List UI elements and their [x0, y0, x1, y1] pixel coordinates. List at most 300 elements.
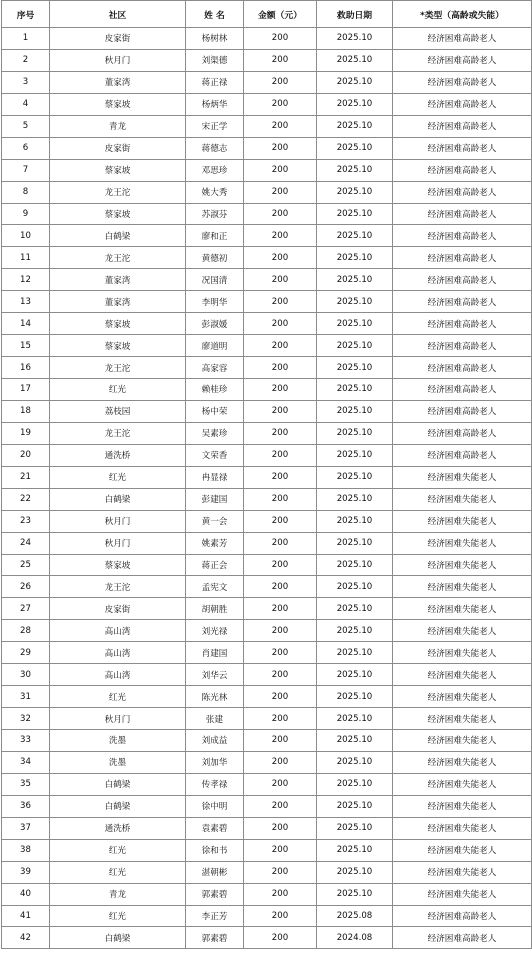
cell-name: 廖道明	[186, 335, 244, 357]
cell-serial: 12	[2, 269, 50, 291]
relief-table-container	[1, 0, 531, 949]
table-row	[2, 795, 532, 817]
cell-community: 红光	[50, 379, 186, 401]
cell-name: 肖建国	[186, 642, 244, 664]
cell-date: 2025.10	[317, 71, 393, 93]
cell-type: 经济困难失能老人	[393, 730, 532, 752]
table-row	[2, 225, 532, 247]
cell-name: 冉显禄	[186, 466, 244, 488]
cell-serial: 38	[2, 839, 50, 861]
table-row	[2, 510, 532, 532]
cell-type: 经济困难失能老人	[393, 883, 532, 905]
cell-type: 经济困难高龄老人	[393, 335, 532, 357]
cell-date: 2025.10	[317, 839, 393, 861]
cell-serial: 31	[2, 686, 50, 708]
cell-type: 经济困难高龄老人	[393, 115, 532, 137]
cell-name: 刘光禄	[186, 620, 244, 642]
cell-community: 秋月门	[50, 510, 186, 532]
cell-type: 经济困难高龄老人	[393, 93, 532, 115]
table-row	[2, 49, 532, 71]
cell-amount: 200	[244, 159, 317, 181]
cell-date: 2025.10	[317, 773, 393, 795]
cell-type: 经济困难失能老人	[393, 466, 532, 488]
cell-name: 杨中荣	[186, 400, 244, 422]
cell-name: 蒋德志	[186, 137, 244, 159]
cell-amount: 200	[244, 291, 317, 313]
cell-date: 2025.10	[317, 510, 393, 532]
cell-type: 经济困难高龄老人	[393, 137, 532, 159]
header-name: 姓 名	[186, 1, 244, 28]
cell-amount: 200	[244, 686, 317, 708]
cell-community: 董家湾	[50, 269, 186, 291]
cell-community: 皮家街	[50, 28, 186, 50]
cell-community: 红光	[50, 839, 186, 861]
table-row	[2, 532, 532, 554]
cell-serial: 29	[2, 642, 50, 664]
cell-name: 胡朝胜	[186, 598, 244, 620]
cell-serial: 24	[2, 532, 50, 554]
cell-date: 2025.10	[317, 203, 393, 225]
cell-community: 董家湾	[50, 291, 186, 313]
cell-name: 刘加华	[186, 751, 244, 773]
cell-serial: 20	[2, 444, 50, 466]
cell-type: 经济困难高龄老人	[393, 203, 532, 225]
cell-community: 蔡家坡	[50, 93, 186, 115]
table-row	[2, 708, 532, 730]
cell-name: 高家容	[186, 357, 244, 379]
cell-community: 秋月门	[50, 532, 186, 554]
table-row	[2, 93, 532, 115]
cell-type: 经济困难高龄老人	[393, 927, 532, 949]
cell-name: 湛朝彬	[186, 861, 244, 883]
cell-amount: 200	[244, 905, 317, 927]
cell-amount: 200	[244, 379, 317, 401]
cell-community: 董家湾	[50, 71, 186, 93]
cell-date: 2025.10	[317, 181, 393, 203]
cell-type: 经济困难高龄老人	[393, 444, 532, 466]
cell-date: 2025.10	[317, 49, 393, 71]
cell-community: 蔡家坡	[50, 313, 186, 335]
table-header	[2, 1, 532, 28]
cell-name: 郭素碧	[186, 883, 244, 905]
cell-amount: 200	[244, 203, 317, 225]
table-row	[2, 839, 532, 861]
cell-amount: 200	[244, 466, 317, 488]
cell-name: 文荣香	[186, 444, 244, 466]
cell-date: 2025.10	[317, 400, 393, 422]
cell-name: 杨树林	[186, 28, 244, 50]
cell-type: 经济困难高龄老人	[393, 71, 532, 93]
cell-type: 经济困难高龄老人	[393, 247, 532, 269]
cell-community: 秋月门	[50, 49, 186, 71]
cell-type: 经济困难失能老人	[393, 598, 532, 620]
cell-date: 2025.10	[317, 883, 393, 905]
table-row	[2, 379, 532, 401]
cell-serial: 23	[2, 510, 50, 532]
cell-name: 李正芳	[186, 905, 244, 927]
cell-amount: 200	[244, 335, 317, 357]
table-row	[2, 71, 532, 93]
cell-community: 白鹤梁	[50, 795, 186, 817]
cell-amount: 200	[244, 773, 317, 795]
cell-date: 2025.10	[317, 93, 393, 115]
cell-serial: 39	[2, 861, 50, 883]
cell-amount: 200	[244, 795, 317, 817]
cell-amount: 200	[244, 664, 317, 686]
cell-amount: 200	[244, 269, 317, 291]
cell-type: 经济困难高龄老人	[393, 291, 532, 313]
cell-community: 白鹤梁	[50, 773, 186, 795]
table-row	[2, 817, 532, 839]
cell-type: 经济困难高龄老人	[393, 422, 532, 444]
cell-type: 经济困难失能老人	[393, 751, 532, 773]
cell-name: 廖和正	[186, 225, 244, 247]
cell-amount: 200	[244, 247, 317, 269]
table-row	[2, 905, 532, 927]
cell-date: 2025.10	[317, 751, 393, 773]
table-row	[2, 620, 532, 642]
cell-date: 2025.10	[317, 422, 393, 444]
cell-serial: 13	[2, 291, 50, 313]
cell-amount: 200	[244, 115, 317, 137]
cell-serial: 35	[2, 773, 50, 795]
cell-type: 经济困难失能老人	[393, 817, 532, 839]
cell-date: 2025.10	[317, 554, 393, 576]
cell-name: 刘成益	[186, 730, 244, 752]
cell-community: 蔡家坡	[50, 554, 186, 576]
cell-date: 2025.08	[317, 905, 393, 927]
cell-community: 红光	[50, 861, 186, 883]
table-row	[2, 181, 532, 203]
cell-serial: 33	[2, 730, 50, 752]
cell-type: 经济困难高龄老人	[393, 269, 532, 291]
cell-type: 经济困难失能老人	[393, 554, 532, 576]
cell-community: 龙王沱	[50, 422, 186, 444]
cell-amount: 200	[244, 488, 317, 510]
cell-type: 经济困难高龄老人	[393, 28, 532, 50]
cell-name: 彭淑媛	[186, 313, 244, 335]
table-body	[2, 28, 532, 949]
cell-type: 经济困难失能老人	[393, 642, 532, 664]
cell-amount: 200	[244, 861, 317, 883]
cell-date: 2025.10	[317, 861, 393, 883]
cell-serial: 10	[2, 225, 50, 247]
cell-serial: 36	[2, 795, 50, 817]
cell-name: 徐和书	[186, 839, 244, 861]
cell-serial: 18	[2, 400, 50, 422]
cell-type: 经济困难高龄老人	[393, 49, 532, 71]
table-row	[2, 335, 532, 357]
cell-amount: 200	[244, 444, 317, 466]
cell-date: 2025.10	[317, 28, 393, 50]
cell-serial: 4	[2, 93, 50, 115]
cell-date: 2025.10	[317, 730, 393, 752]
header-amount: 金额（元）	[244, 1, 317, 28]
cell-type: 经济困难失能老人	[393, 773, 532, 795]
table-row	[2, 488, 532, 510]
cell-amount: 200	[244, 422, 317, 444]
cell-serial: 15	[2, 335, 50, 357]
cell-amount: 200	[244, 883, 317, 905]
cell-serial: 32	[2, 708, 50, 730]
cell-date: 2025.10	[317, 291, 393, 313]
cell-type: 经济困难高龄老人	[393, 379, 532, 401]
cell-name: 姚素芳	[186, 532, 244, 554]
cell-date: 2025.10	[317, 795, 393, 817]
cell-amount: 200	[244, 708, 317, 730]
cell-serial: 30	[2, 664, 50, 686]
cell-community: 蔡家坡	[50, 159, 186, 181]
cell-date: 2025.10	[317, 817, 393, 839]
cell-name: 孟宪文	[186, 576, 244, 598]
cell-community: 蔡家坡	[50, 335, 186, 357]
cell-type: 经济困难失能老人	[393, 795, 532, 817]
cell-serial: 41	[2, 905, 50, 927]
table-row	[2, 598, 532, 620]
cell-date: 2025.10	[317, 357, 393, 379]
table-row	[2, 861, 532, 883]
table-row	[2, 444, 532, 466]
cell-date: 2025.10	[317, 335, 393, 357]
cell-name: 彭建国	[186, 488, 244, 510]
cell-date: 2024.08	[317, 927, 393, 949]
table-row	[2, 576, 532, 598]
cell-date: 2025.10	[317, 379, 393, 401]
cell-amount: 200	[244, 730, 317, 752]
cell-type: 经济困难高龄老人	[393, 159, 532, 181]
cell-community: 皮家街	[50, 137, 186, 159]
cell-date: 2025.10	[317, 137, 393, 159]
cell-serial: 6	[2, 137, 50, 159]
cell-amount: 200	[244, 927, 317, 949]
table-row	[2, 730, 532, 752]
cell-community: 皮家街	[50, 598, 186, 620]
cell-date: 2025.10	[317, 664, 393, 686]
table-row	[2, 751, 532, 773]
cell-type: 经济困难高龄老人	[393, 357, 532, 379]
cell-serial: 16	[2, 357, 50, 379]
cell-date: 2025.10	[317, 686, 393, 708]
cell-name: 李明华	[186, 291, 244, 313]
cell-serial: 25	[2, 554, 50, 576]
cell-community: 龙王沱	[50, 247, 186, 269]
cell-amount: 200	[244, 817, 317, 839]
cell-community: 龙王沱	[50, 576, 186, 598]
cell-type: 经济困难失能老人	[393, 510, 532, 532]
cell-serial: 26	[2, 576, 50, 598]
cell-serial: 27	[2, 598, 50, 620]
cell-type: 经济困难失能老人	[393, 686, 532, 708]
cell-amount: 200	[244, 71, 317, 93]
cell-type: 经济困难失能老人	[393, 488, 532, 510]
cell-amount: 200	[244, 357, 317, 379]
cell-date: 2025.10	[317, 269, 393, 291]
table-row	[2, 686, 532, 708]
cell-name: 刘华云	[186, 664, 244, 686]
table-row	[2, 400, 532, 422]
cell-serial: 7	[2, 159, 50, 181]
cell-community: 红光	[50, 686, 186, 708]
cell-serial: 28	[2, 620, 50, 642]
table-row	[2, 883, 532, 905]
header-community: 社区	[50, 1, 186, 28]
cell-serial: 42	[2, 927, 50, 949]
cell-amount: 200	[244, 554, 317, 576]
cell-type: 经济困难失能老人	[393, 576, 532, 598]
cell-community: 高山湾	[50, 642, 186, 664]
cell-serial: 14	[2, 313, 50, 335]
cell-date: 2025.10	[317, 444, 393, 466]
cell-community: 荔枝园	[50, 400, 186, 422]
cell-serial: 17	[2, 379, 50, 401]
table-row	[2, 313, 532, 335]
cell-name: 张建	[186, 708, 244, 730]
header-row	[2, 1, 532, 28]
cell-date: 2025.10	[317, 313, 393, 335]
cell-name: 郭素碧	[186, 927, 244, 949]
cell-community: 洗墨	[50, 751, 186, 773]
cell-serial: 9	[2, 203, 50, 225]
cell-community: 青龙	[50, 883, 186, 905]
cell-community: 高山湾	[50, 664, 186, 686]
cell-date: 2025.10	[317, 620, 393, 642]
table-row	[2, 247, 532, 269]
cell-community: 蔡家坡	[50, 203, 186, 225]
cell-type: 经济困难失能老人	[393, 532, 532, 554]
cell-community: 洗墨	[50, 730, 186, 752]
cell-name: 苏淑芬	[186, 203, 244, 225]
cell-name: 邓思珍	[186, 159, 244, 181]
table-row	[2, 269, 532, 291]
cell-community: 白鹤梁	[50, 225, 186, 247]
cell-amount: 200	[244, 642, 317, 664]
cell-community: 龙王沱	[50, 181, 186, 203]
cell-serial: 8	[2, 181, 50, 203]
cell-name: 蒋正禄	[186, 71, 244, 93]
cell-amount: 200	[244, 137, 317, 159]
cell-type: 经济困难失能老人	[393, 839, 532, 861]
cell-date: 2025.10	[317, 708, 393, 730]
cell-amount: 200	[244, 510, 317, 532]
cell-serial: 37	[2, 817, 50, 839]
cell-amount: 200	[244, 93, 317, 115]
cell-amount: 200	[244, 28, 317, 50]
cell-date: 2025.10	[317, 225, 393, 247]
cell-date: 2025.10	[317, 115, 393, 137]
cell-community: 青龙	[50, 115, 186, 137]
table-row	[2, 554, 532, 576]
cell-type: 经济困难高龄老人	[393, 905, 532, 927]
cell-type: 经济困难失能老人	[393, 708, 532, 730]
cell-name: 吴素珍	[186, 422, 244, 444]
relief-table	[1, 0, 532, 949]
cell-name: 况国清	[186, 269, 244, 291]
cell-date: 2025.10	[317, 532, 393, 554]
cell-community: 白鹤梁	[50, 488, 186, 510]
cell-date: 2025.10	[317, 488, 393, 510]
cell-amount: 200	[244, 598, 317, 620]
cell-type: 经济困难高龄老人	[393, 400, 532, 422]
cell-serial: 1	[2, 28, 50, 50]
cell-name: 黄一会	[186, 510, 244, 532]
cell-serial: 5	[2, 115, 50, 137]
cell-type: 经济困难高龄老人	[393, 225, 532, 247]
cell-amount: 200	[244, 181, 317, 203]
cell-date: 2025.10	[317, 466, 393, 488]
cell-community: 通洗桥	[50, 444, 186, 466]
cell-serial: 3	[2, 71, 50, 93]
cell-serial: 11	[2, 247, 50, 269]
cell-community: 高山湾	[50, 620, 186, 642]
header-serial: 序号	[2, 1, 50, 28]
cell-name: 传孝禄	[186, 773, 244, 795]
cell-serial: 21	[2, 466, 50, 488]
table-row	[2, 642, 532, 664]
cell-name: 徐中明	[186, 795, 244, 817]
header-date: 救助日期	[317, 1, 393, 28]
cell-serial: 2	[2, 49, 50, 71]
cell-name: 黄德初	[186, 247, 244, 269]
cell-name: 刘渠德	[186, 49, 244, 71]
table-row	[2, 28, 532, 50]
cell-date: 2025.10	[317, 247, 393, 269]
table-row	[2, 422, 532, 444]
cell-amount: 200	[244, 576, 317, 598]
cell-type: 经济困难失能老人	[393, 861, 532, 883]
cell-amount: 200	[244, 532, 317, 554]
table-row	[2, 203, 532, 225]
table-row	[2, 927, 532, 949]
table-row	[2, 137, 532, 159]
cell-type: 经济困难高龄老人	[393, 313, 532, 335]
cell-serial: 40	[2, 883, 50, 905]
cell-serial: 22	[2, 488, 50, 510]
cell-community: 通洗桥	[50, 817, 186, 839]
table-row	[2, 466, 532, 488]
cell-community: 白鹤梁	[50, 927, 186, 949]
cell-type: 经济困难高龄老人	[393, 181, 532, 203]
cell-type: 经济困难失能老人	[393, 664, 532, 686]
cell-amount: 200	[244, 400, 317, 422]
cell-community: 红光	[50, 466, 186, 488]
cell-serial: 34	[2, 751, 50, 773]
cell-date: 2025.10	[317, 598, 393, 620]
table-row	[2, 291, 532, 313]
cell-name: 杨炳华	[186, 93, 244, 115]
cell-amount: 200	[244, 751, 317, 773]
cell-community: 秋月门	[50, 708, 186, 730]
cell-type: 经济困难失能老人	[393, 620, 532, 642]
cell-amount: 200	[244, 49, 317, 71]
cell-community: 红光	[50, 905, 186, 927]
table-row	[2, 357, 532, 379]
cell-amount: 200	[244, 839, 317, 861]
header-type: *类型（高龄或失能）	[393, 1, 532, 28]
cell-date: 2025.10	[317, 642, 393, 664]
table-row	[2, 773, 532, 795]
cell-name: 蒋正会	[186, 554, 244, 576]
table-row	[2, 115, 532, 137]
cell-date: 2025.10	[317, 576, 393, 598]
table-row	[2, 159, 532, 181]
cell-name: 赖桂珍	[186, 379, 244, 401]
cell-name: 姚大秀	[186, 181, 244, 203]
cell-amount: 200	[244, 313, 317, 335]
cell-amount: 200	[244, 620, 317, 642]
cell-serial: 19	[2, 422, 50, 444]
cell-name: 袁素碧	[186, 817, 244, 839]
cell-name: 宋正学	[186, 115, 244, 137]
